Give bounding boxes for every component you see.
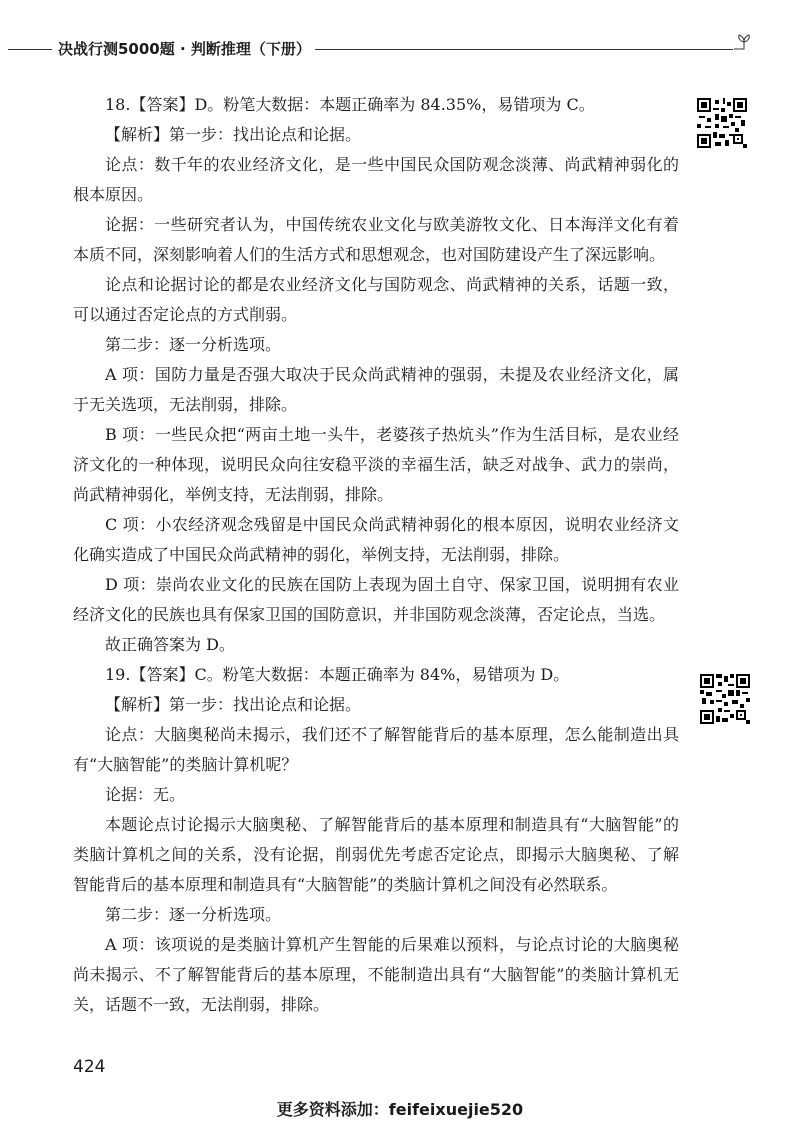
analysis-18-heading: 【解析】第一步：找出论点和论据。 [105, 125, 362, 144]
explanation-body [73, 90, 679, 1020]
argument-claim: 论点：大脑奥秘尚未揭示，我们还不了解智能背后的基本原理，怎么能制造出具有“大脑智能”的类脑计算机呢？ [73, 725, 679, 774]
option-b: B 项：一些民众把“两亩土地一头牛，老婆孩子热炕头”作为生活目标，是农业经济文化的一种体现，说明民众向往安稳平淡的幸福生活，缺乏对战争、武力的崇尚，尚武精神弱化，举例支持，无法削弱，排除。 [73, 425, 679, 504]
footer-note: 更多资料添加：feifeixuejie520 [276, 1100, 524, 1119]
qr-code-icon[interactable] [697, 98, 747, 148]
answer-18: 18.【答案】D。粉笔大数据：本题正确率为 84.35%，易错项为 C。 [105, 95, 595, 114]
step-two-heading: 第二步：逐一分析选项。 [105, 335, 282, 354]
option-c: C 项：小农经济观念残留是中国民众尚武精神弱化的根本原因，说明农业经济文化确实造成了中国民众尚武精神的弱化，举例支持，无法削弱，排除。 [73, 515, 679, 564]
book-title: 决战行测5000题 · 判断推理（下册） [58, 40, 311, 58]
qr-code-icon[interactable] [700, 674, 750, 724]
argument-relation: 论点和论据讨论的都是农业经济文化与国防观念、尚武精神的关系，话题一致，可以通过否定论点的方式削弱。 [73, 275, 679, 324]
argument-evidence: 论据：一些研究者认为，中国传统农业文化与欧美游牧文化、日本海洋文化有着本质不同，深刻影响着人们的生活方式和思想观念，也对国防建设产生了深远影响。 [73, 215, 679, 264]
option-a: A 项：国防力量是否强大取决于民众尚武精神的强弱，未提及农业经济文化，属于无关选项，无法削弱，排除。 [73, 365, 679, 414]
sprout-icon [732, 32, 758, 58]
running-header [0, 32, 800, 60]
step-two-heading: 第二步：逐一分析选项。 [105, 905, 282, 924]
argument-claim: 论点：数千年的农业经济文化，是一些中国民众国防观念淡薄、尚武精神弱化的根本原因。 [73, 155, 679, 204]
page-number: 424 [73, 1057, 106, 1077]
header-rule-right [315, 49, 733, 50]
argument-relation: 本题论点讨论揭示大脑奥秘、了解智能背后的基本原理和制造具有“大脑智能”的类脑计算机之间的关系，没有论据，削弱优先考虑否定论点，即揭示大脑奥秘、了解智能背后的基本原理和制造具有“大脑智能”的类脑计算机之间没有必然联系。 [73, 815, 679, 894]
header-rule-left [8, 49, 52, 50]
argument-evidence: 论据：无。 [105, 785, 186, 804]
option-d: D 项：崇尚农业文化的民族在国防上表现为固土自守、保家卫国，说明拥有农业经济文化的民族也具有保家卫国的国防意识，并非国防观念淡薄，否定论点，当选。 [73, 575, 679, 624]
analysis-19-heading: 【解析】第一步：找出论点和论据。 [105, 695, 362, 714]
final-answer-18: 故正确答案为 D。 [105, 635, 235, 654]
option-a: A 项：该项说的是类脑计算机产生智能的后果难以预料，与论点讨论的大脑奥秘尚未揭示、不了解智能背后的基本原理，不能制造出具有“大脑智能”的类脑计算机无关，话题不一致，无法削弱，排除。 [73, 935, 679, 1014]
answer-19: 19.【答案】C。粉笔大数据：本题正确率为 84%，易错项为 D。 [105, 665, 570, 684]
